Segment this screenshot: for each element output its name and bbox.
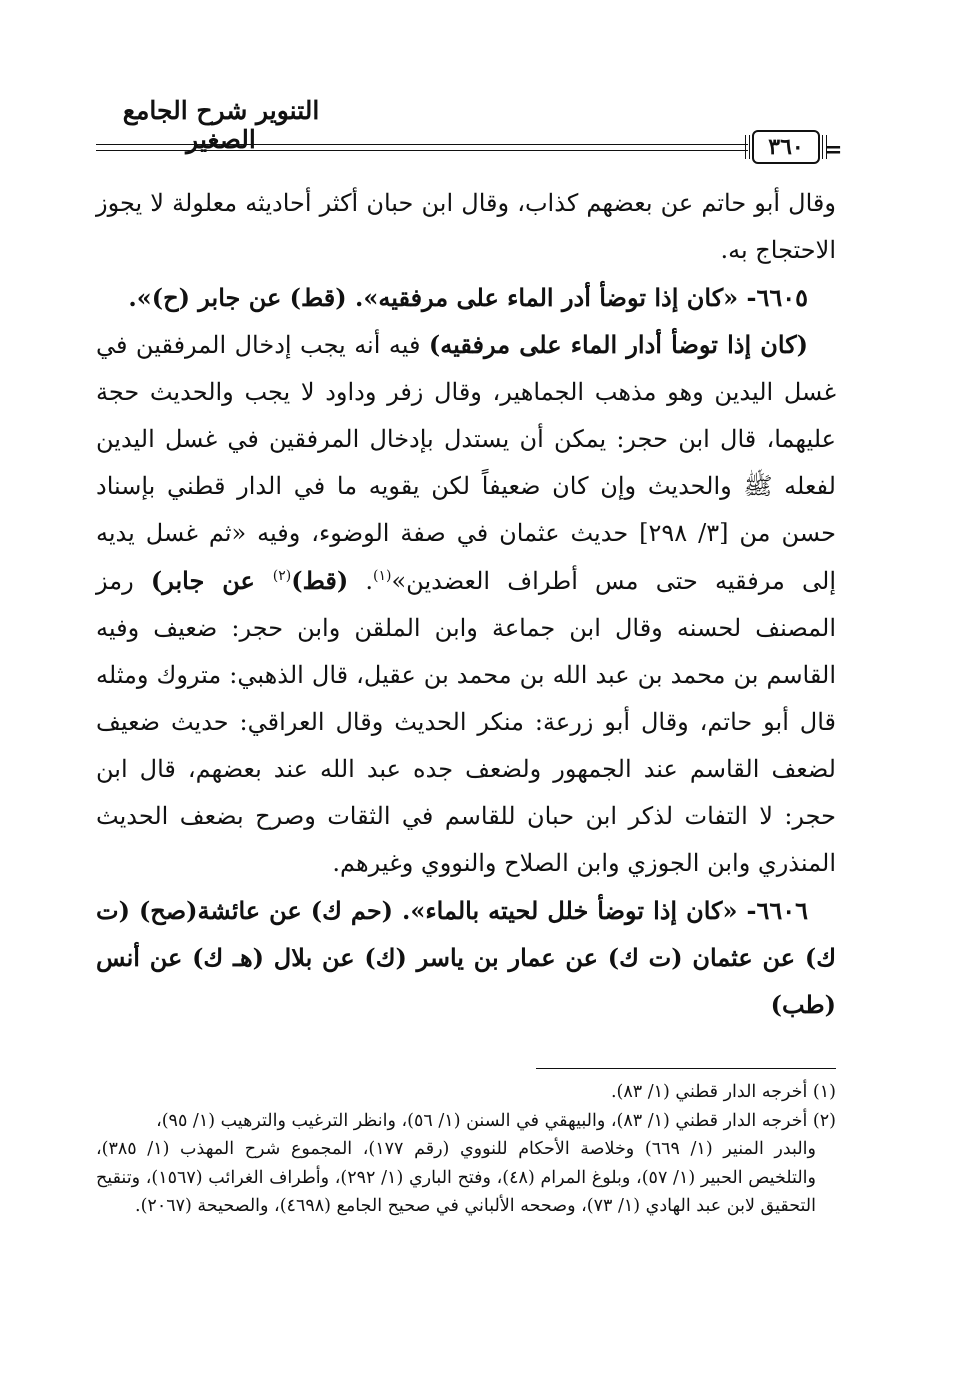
footnote-2-continued: والبدر المنير (١/ ٦٦٩) وخلاصة الأحكام للنووي (رقم ١٧٧)، المجموع شرح المهذب (١/ ٣٨٥)، والتلخيص الحبير (١/ ٥٧)، وبلوغ المرام (٤٨)، وفتح الباري (١/ ٢٩٢)، وأطراف الغرائب (١٥٦٧)، وتنقيح التحقيق لابن عبد الهادي (١/ ٧٣)، وصححه الألباني في صحيح الجامع (٤٦٩٨)، والصحيحة (٢٠٦٧). [96, 1139, 816, 1216]
page-number: ٣٦٠ [752, 130, 820, 164]
footnote-ref-2: (٢) [272, 568, 292, 584]
footnotes [96, 1078, 836, 1221]
commentary-part-a: فيه أنه يجب إدخال المرفقين في غسل اليدين وهو مذهب الجماهير، وقال زفر وداود لا يجب والحديث حجة عليهما، قال ابن حجر: يمكن أن يستدل بإدخال المرفقين في غسل اليدين لفعله ﷺ والحديث وإن كان ضعيفاً لكن يقويه ما في الدار قطني بإسناد حسن من [٣/ ٢٩٨] حديث عثمان في صفة الوضوء، وفيه «ثم غسل يديه إلى مرفقيه حتى مس أطراف العضدين» [96, 331, 836, 595]
source-narrator: عن جابر) [150, 566, 273, 595]
commentary-6605 [96, 321, 836, 887]
hadith-6605: ٦٦٠٥- «كان إذا توضأ أدر الماء على مرفقيه». (قط) عن جابر (ح)». [128, 283, 808, 312]
header-rule-top [96, 144, 748, 145]
footnote-1: (١) أخرجه الدار قطني (١/ ٨٣). [610, 1082, 836, 1102]
source-code: (قط) [291, 566, 349, 595]
page-edge-mark: = [824, 137, 843, 163]
main-text [96, 180, 836, 1028]
hadith-quote: (كان إذا توضأ أدار الماء على مرفقيه) [428, 330, 809, 359]
paragraph-1: وقال أبو حاتم عن بعضهم كذاب، وقال ابن حبان أكثر أحاديثه معلولة لا يجوز الاحتجاج به. [96, 189, 836, 264]
commentary-separator: . [348, 567, 374, 595]
hadith-6606: ٦٦٠٦- «كان إذا توضأ خلل لحيته بالماء». (حم ك) عن عائشة(صح) (ت ك) عن عثمان (ت ك) عن عمار بن ياسر (ك) عن بلال (هـ ك) عن أنس (طب) [96, 896, 837, 1019]
footnote-ref-1: (١) [373, 568, 392, 584]
footnote-2: (٢) أخرجه الدار قطني (١/ ٨٣)، والبيهقي في السنن (١/ ٥٦)، وانظر الترغيب والترهيب (١/ ٩٥)، [156, 1110, 836, 1131]
header-rule-bottom [96, 150, 748, 151]
commentary-part-c: رمز المصنف لحسنه وقال ابن جماعة وابن الملقن وابن حجر: ضعيف وفيه القاسم بن محمد بن عبد الله بن محمد بن عقيل، قال الذهبي: متروك ومثله قال أبو حاتم، وقال أبو زرعة: منكر الحديث وقال العراقي: حديث ضعيف لضعف القاسم عند الجمهور ولضعف جده عبد الله عند بعضهم، قال ابن حجر: لا التفات لذكر ابن حبان للقاسم في الثقات وصرح بضعف الحديث المنذري وابن الجوزي وابن الصلاح والنووي وغيرهم. [96, 567, 836, 877]
footnote-separator [536, 1068, 836, 1069]
running-title: التنوير شرح الجامع الصغير [122, 96, 320, 154]
